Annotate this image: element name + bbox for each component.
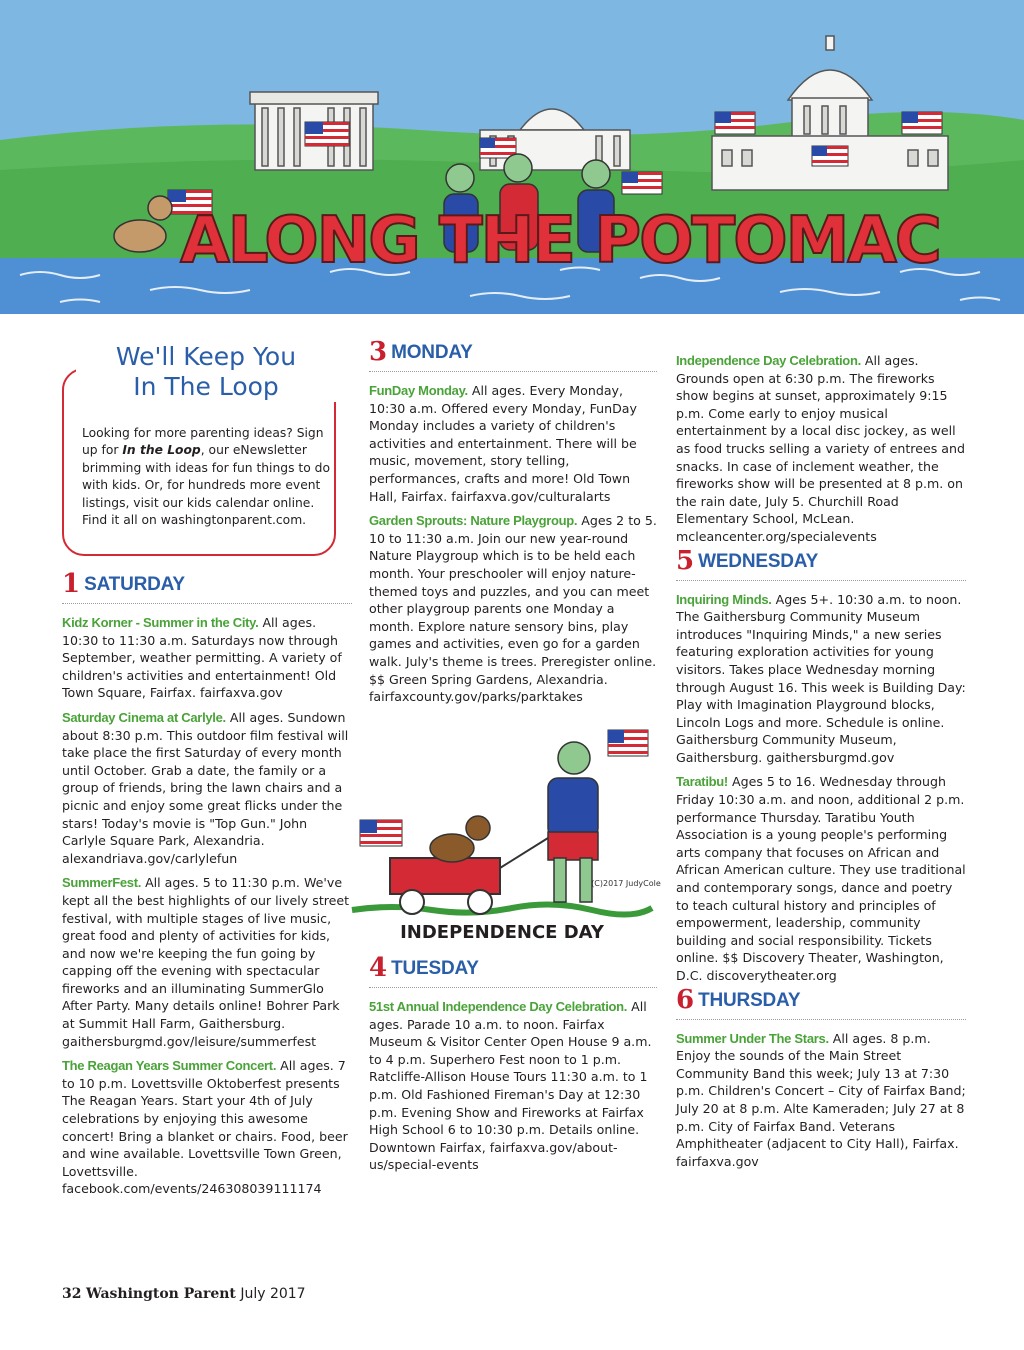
- header-banner: [0, 0, 1024, 314]
- event-item: Garden Sprouts: Nature Playgroup. Ages 2 to 5. 10 to 11:30 a.m. Join our new year-round Nature Playgroup which is to be held each month. Your preschooler will enjoy nature-themed toys and puzzles, and you can meet other playgroup parents one Monday a month. Explore nature sensory bins, play games and activities, even go for a garden walk. July's theme is trees. Preregister online. $$ Green Spring Gardens, Alexandria. fairfaxcounty.gov/parks/parktakes: [369, 513, 657, 705]
- publication-name: Washington Parent: [85, 1286, 236, 1302]
- turtle-icon: [548, 742, 598, 902]
- day-heading-wednesday: 5 WEDNESDAY: [676, 553, 966, 581]
- event-item: Kidz Korner - Summer in the City. All ages. 10:30 to 11:30 a.m. Saturdays now through September, weather permitting. A variety of children's activities and entertainment! Old Town Square, Fairfax. fairfaxva.gov: [62, 615, 342, 701]
- newsletter-callout-body: Looking for more parenting ideas? Sign up for In the Loop, our eNewsletter brimming with ideas for fun things to do with kids. Or, for hundreds more event listings, visit our kids calendar online. Find it all on washingtonparent.com.: [82, 426, 330, 528]
- column-1: [62, 569, 352, 1205]
- potomac-banner-illustration: [0, 0, 1024, 314]
- event-item: Saturday Cinema at Carlyle. All ages. Sundown about 8:30 p.m. This outdoor film festival will take place the first Saturday of every month until October. Grab a date, the family or a group of friends, bring the lawn chairs and a picnic and enjoy some great flicks under the stars! Today's movie is "Top Gun." John Carlyle Square Park, Alexandria. alexandriava.gov/carlylefun: [62, 709, 349, 866]
- event-item: The Reagan Years Summer Concert. All ages. 7 to 10 p.m. Lovettsville Oktoberfest presents The Reagan Years. Start your 4th of July celebrations by enjoying this awesome concert! Bring a blanket or chairs. Food, beer and wine available. Lovettsville Town Green, Lovettsville. facebook.com/events/246308039111174: [62, 1058, 348, 1197]
- event-item: Taratibu! Ages 5 to 16. Wednesday through Friday 10:30 a.m. and noon, additional 2 p.m. performance Thursday. Taratibu Youth Association is a young people's performing arts company that focuses on African and African American culture. They use traditional and contemporary songs, dance and poetry to teach cultural history and principles of empowerment, leadership, community building and social responsibility. Tickets online. $$ Discovery Theater, Washington, D.C. discoverytheater.org: [676, 774, 966, 983]
- day-heading-monday: 3 MONDAY: [369, 344, 657, 372]
- event-item: Independence Day Celebration. All ages. Grounds open at 6:30 p.m. The fireworks show begins at sunset, approximately 9:15 p.m. Come early to enjoy musical entertainment by a local disc jockey, as well as food trucks selling a variety of entrees and snacks. In case of inclement weather, the fireworks show will be presented at 8 p.m. on the rain date, July 5. Churchill Road Elementary School, McLean. mcleancenter.org/specialevents: [676, 353, 965, 544]
- event-item: SummerFest. All ages. 5 to 11:30 p.m. We've kept all the best highlights of our lively street festival, with multiple stages of live music, great food and plenty of activities for kids, and now we're keeping the fun going by capping off the evening with spectacular fireworks and an illuminating SummerGlo After Party. Many details online! Bohrer Park at Summit Hall Farm, Gaithersburg. gaithersburgmd.gov/leisure/summerfest: [62, 875, 350, 1049]
- independence-day-illustration: [352, 728, 661, 948]
- event-item: 51st Annual Independence Day Celebration. All ages. Parade 10 a.m. to noon. Fairfax Museum & Visitor Center Open House 9 a.m. to 4 p.m. Superhero Fest noon to 1 p.m. Ratcliffe-Allison House Tours 11:30 a.m. to 1 p.m. Old Fashioned Fireman's Day at 12:30 p.m. Evening Show and Fireworks at Fairfax High School 6 to 10:30 p.m. Details online. Downtown Fairfax, fairfaxva.gov/about-us/special-events: [369, 999, 652, 1173]
- event-item: Inquiring Minds. Ages 5+. 10:30 a.m. to noon. The Gaithersburg Community Museum introduces "Inquiring Minds," a new series featuring exploration activities for young visitors. Takes place Wednesday morning through August 16. This week is Building Day: Play with Imagination Playground blocks, Lincoln Logs and more. Schedule is online. Gaithersburg Community Museum, Gaithersburg. gaithersburgmd.gov: [676, 591, 966, 765]
- dog-icon: [430, 816, 490, 862]
- issue-date: July 2017: [240, 1286, 306, 1302]
- day-heading-thursday: 6 THURSDAY: [676, 992, 966, 1020]
- banner-logo-text: ALONG THE POTOMAC: [180, 204, 940, 278]
- column-2: [369, 337, 657, 713]
- event-item: FunDay Monday. All ages. Every Monday, 10:30 a.m. Offered every Monday, FunDay Monday includes a variety of children's activities and entertainment. There will be music, movement, story telling, performances, crafts and more! Old Town Hall, Fairfax. fairfaxva.gov/culturalarts: [369, 383, 637, 504]
- event-item: Summer Under The Stars. All ages. 8 p.m. Enjoy the sounds of the Main Street Community Band this week; July 13 at 7:30 p.m. Children's Concert – City of Fairfax Band; July 20 at 8 p.m. Alte Kameraden; July 27 at 8 p.m. City of Fairfax Band. Veterans Amphitheater (adjacent to City Hall), Fairfax. fairfaxva.gov: [676, 1030, 966, 1169]
- newsletter-callout-title: We'll Keep You In The Loop: [76, 342, 336, 402]
- day-heading-tuesday: 4 TUESDAY: [369, 960, 657, 988]
- illustration-caption: INDEPENDENCE DAY: [400, 922, 604, 943]
- column-3: [676, 352, 966, 1177]
- page-footer: [62, 1286, 306, 1302]
- flag-icon: [360, 730, 648, 846]
- column-2-lower: [369, 953, 657, 1181]
- day-heading-saturday: 1 SATURDAY: [62, 576, 352, 604]
- page-number: 32: [62, 1286, 82, 1302]
- artist-signature: (C)2017 JudyCole: [591, 879, 661, 888]
